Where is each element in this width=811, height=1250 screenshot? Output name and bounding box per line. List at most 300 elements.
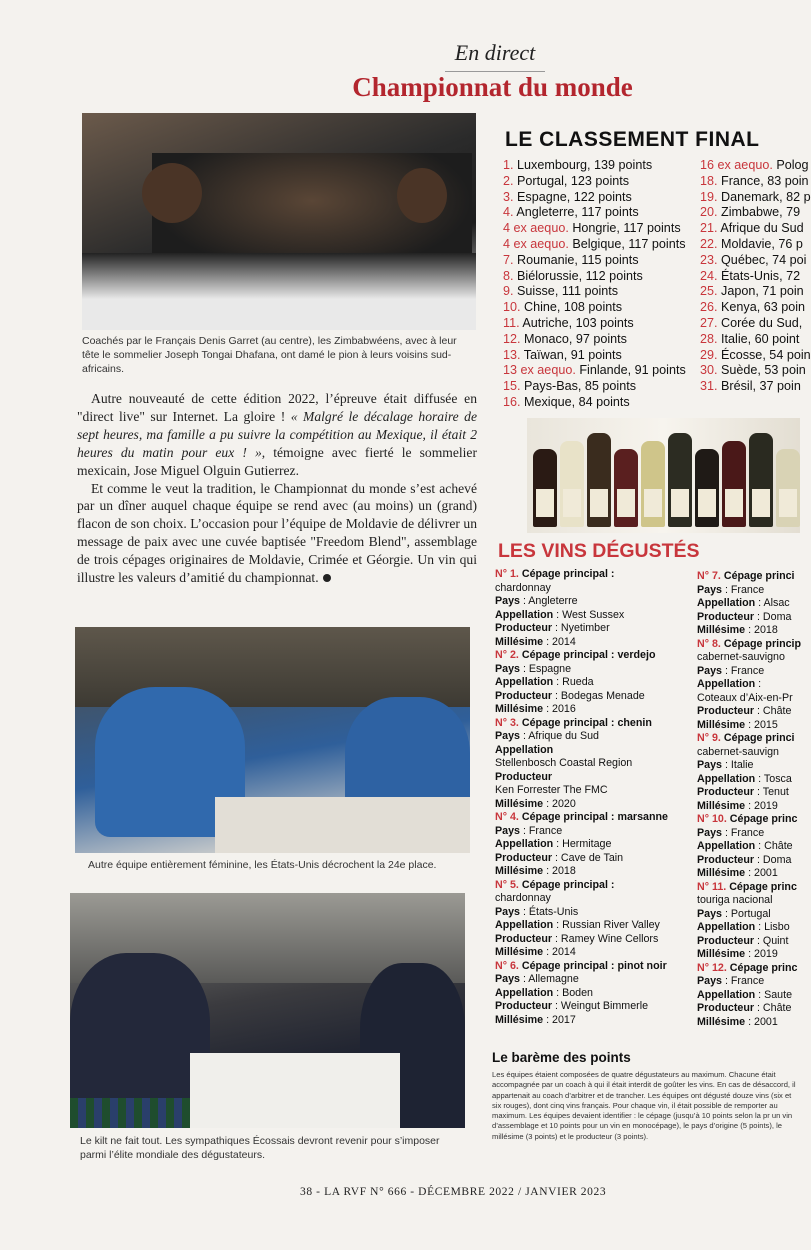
ranking-country: Luxembourg, 139 points bbox=[517, 158, 653, 172]
article-body bbox=[77, 390, 477, 587]
wine-field-value: : Doma bbox=[754, 853, 792, 866]
ranking-position: 18. bbox=[700, 173, 718, 188]
ranking-row bbox=[503, 221, 686, 237]
wine-grape-label: Cépage princ bbox=[726, 961, 798, 974]
wine-bottle-label bbox=[590, 489, 608, 517]
ranking-country: Brésil, 37 poin bbox=[721, 379, 801, 394]
wine-bottle bbox=[749, 433, 773, 527]
wine-line-text: cabernet-sauvigno bbox=[697, 651, 785, 663]
wine-field-value: : Châte bbox=[754, 705, 792, 717]
wine-number: N° 3. bbox=[495, 716, 519, 729]
article-paragraph-2: Et comme le veut la tradition, le Championnat du monde s’est achevé par un dîner auquel chaque équipe se rend avec (au moins) un (grand) flacon de son choix. L’occasion pour l’équipe de Moldavie de délivrer un message de paix avec une cuvée baptisée "Freedom Blend", assemblage de trois cépages originaires de Moldavie, Crimée et Géorgie. Un vin qui illustre les valeurs d’amitié du championnat. bbox=[77, 480, 477, 586]
wine-field-value: : France bbox=[519, 824, 563, 837]
wine-field-label: Millésime bbox=[697, 1015, 746, 1028]
ranking-country: Belgique, 117 points bbox=[572, 236, 686, 251]
wine-line bbox=[697, 854, 801, 868]
wine-line bbox=[697, 773, 801, 787]
wine-field-label: Producteur bbox=[495, 622, 553, 634]
ranking-row bbox=[503, 379, 686, 395]
ranking-row bbox=[700, 332, 811, 348]
wine-line-text: Stellenbosch Coastal Region bbox=[495, 757, 633, 769]
wine-line bbox=[495, 784, 668, 798]
wine-field-label: Producteur bbox=[697, 705, 755, 717]
ranking-position: 9. bbox=[503, 284, 514, 299]
wine-field-label: Appellation bbox=[495, 608, 554, 621]
ranking-country: Québec, 74 poi bbox=[721, 252, 807, 267]
wine-line bbox=[495, 595, 668, 609]
wine-field-label: Appellation bbox=[697, 840, 756, 852]
article-paragraph-1: Autre nouveauté de cette édition 2022, l’épreuve était diffusée en "direct live" sur Internet. La gloire ! « Malgré le décalage horaire de sept heures, ma famille a pu suivre la compétition au Mexique, il était 2 heures du matin pour eux ! », témoigne avec fierté le sommelier mexicain, Jose Miguel Olguin Gutierrez. bbox=[77, 391, 477, 478]
wine-field-value: : 2015 bbox=[745, 718, 778, 731]
ranking-row bbox=[503, 300, 686, 316]
wine-line bbox=[697, 867, 801, 881]
photo-caption-usa: Autre équipe entièrement féminine, les États-Unis décrochent la 24e place. bbox=[88, 859, 437, 871]
ranking-position: 29. bbox=[700, 347, 718, 362]
wine-number: N° 6. bbox=[495, 959, 519, 972]
ranking-row bbox=[503, 237, 686, 253]
ranking-position: 10. bbox=[503, 300, 521, 315]
wine-grape-label: Cépage principal : bbox=[518, 568, 615, 580]
ranking-row bbox=[503, 253, 686, 269]
wine-bottle-label bbox=[563, 489, 581, 517]
wine-field-label: Millésime bbox=[495, 703, 544, 715]
wine-grape-label: Cépage principal : bbox=[518, 878, 615, 891]
wine-line bbox=[495, 973, 668, 987]
wine-field-label: Appellation bbox=[495, 676, 554, 688]
wine-line bbox=[697, 597, 801, 611]
wine-number: N° 7. bbox=[697, 570, 721, 582]
wines-list-right bbox=[697, 570, 801, 1029]
wine-line bbox=[697, 570, 801, 584]
wine-bottle bbox=[560, 441, 584, 527]
wine-field-label: Millésime bbox=[697, 799, 746, 812]
wine-line bbox=[697, 975, 801, 989]
ranking-position: 7. bbox=[503, 252, 514, 267]
wine-grape-label: Cépage princi bbox=[720, 732, 795, 744]
ranking-position: 13 ex aequo. bbox=[503, 363, 576, 378]
wine-field-label: Pays bbox=[697, 664, 722, 677]
wine-line bbox=[495, 609, 668, 623]
wine-line bbox=[697, 638, 801, 652]
wine-line bbox=[495, 919, 668, 933]
wine-field-value: : 2020 bbox=[543, 797, 576, 810]
wine-grape-label: Cépage principal : verdejo bbox=[518, 649, 656, 661]
wine-field-value: : 2019 bbox=[745, 948, 778, 960]
ranking-country: Kenya, 63 poin bbox=[721, 300, 806, 315]
ranking-row bbox=[503, 332, 686, 348]
ranking-row bbox=[700, 284, 811, 300]
wine-field-value: : 2018 bbox=[745, 624, 778, 636]
wine-field-label: Appellation bbox=[495, 919, 554, 931]
wine-field-value: : Hermitage bbox=[553, 838, 612, 850]
ranking-heading: LE CLASSEMENT FINAL bbox=[505, 128, 760, 151]
wine-field-value: : États-Unis bbox=[519, 905, 579, 918]
ranking-position: 31. bbox=[700, 379, 718, 394]
ranking-row bbox=[503, 363, 686, 379]
wine-line bbox=[697, 962, 801, 976]
wine-field-label: Appellation bbox=[697, 921, 756, 933]
ranking-position: 21. bbox=[700, 221, 718, 236]
wine-field-value: : France bbox=[721, 975, 765, 987]
ranking-country: Autriche, 103 points bbox=[522, 315, 634, 330]
photo-usa-team bbox=[75, 627, 470, 853]
wine-field-label: Appellation bbox=[495, 838, 554, 850]
ranking-position: 12. bbox=[503, 331, 521, 346]
wine-field-value: : France bbox=[721, 664, 765, 677]
wine-line bbox=[495, 649, 668, 663]
ranking-country: Taïwan, 91 points bbox=[523, 347, 622, 362]
ranking-country: Corée du Sud, bbox=[721, 315, 803, 330]
wine-field-value: : Doma bbox=[754, 610, 792, 623]
wine-line bbox=[697, 827, 801, 841]
ranking-row bbox=[700, 348, 811, 364]
wine-grape-label: Cépage princ bbox=[726, 813, 798, 825]
ranking-position: 1. bbox=[503, 158, 514, 172]
wine-field-value: : Alsac bbox=[755, 597, 790, 609]
wine-field-value: : 2018 bbox=[543, 865, 576, 877]
ranking-position: 11. bbox=[503, 315, 520, 330]
wine-line bbox=[495, 744, 668, 758]
wine-line bbox=[495, 1014, 668, 1028]
wine-bottle-label bbox=[752, 489, 770, 517]
wine-grape-label: Cépage princ bbox=[726, 880, 797, 893]
ranking-position: 26. bbox=[700, 300, 718, 315]
wine-field-label: Millésime bbox=[697, 948, 746, 960]
wine-field-label: Appellation bbox=[697, 772, 756, 785]
wine-grape-label: Cépage principal : marsanne bbox=[518, 811, 668, 823]
wine-field-value: : Espagne bbox=[519, 662, 572, 675]
ranking-row bbox=[700, 174, 811, 190]
wine-field-label: Pays bbox=[697, 907, 722, 920]
ranking-position: 4. bbox=[503, 205, 514, 220]
wine-field-value: : Weingut Bimmerle bbox=[552, 1000, 649, 1012]
wine-field-label: Appellation bbox=[697, 678, 756, 690]
ranking-country: Monaco, 97 points bbox=[524, 331, 627, 346]
wine-field-value: : 2019 bbox=[745, 799, 778, 812]
wine-bottle bbox=[668, 433, 692, 527]
wine-line bbox=[697, 624, 801, 638]
wine-line bbox=[495, 690, 668, 704]
wine-line bbox=[495, 906, 668, 920]
wine-field-label: Pays bbox=[495, 662, 520, 675]
wine-field-value: : Portugal bbox=[721, 907, 771, 920]
wine-line bbox=[495, 798, 668, 812]
wine-field-label: Millésime bbox=[495, 797, 544, 810]
wine-field-value: : France bbox=[721, 826, 765, 839]
ranking-country: Mexique, 84 points bbox=[524, 394, 630, 409]
wine-line bbox=[495, 825, 668, 839]
wine-field-label: Millésime bbox=[495, 635, 544, 648]
ranking-row bbox=[503, 284, 686, 300]
wine-number: N° 1. bbox=[495, 568, 519, 580]
wine-number: N° 10. bbox=[697, 813, 727, 825]
wine-bottle bbox=[641, 441, 665, 527]
wine-line bbox=[697, 894, 801, 908]
wine-bottle-label bbox=[644, 489, 662, 517]
wine-field-value: : Boden bbox=[553, 986, 593, 999]
ranking-country: Polog bbox=[776, 158, 809, 172]
wine-line bbox=[495, 730, 668, 744]
ranking-country: Danemark, 82 p bbox=[721, 189, 811, 204]
end-of-article-bullet bbox=[323, 574, 331, 582]
wine-field-label: Producteur bbox=[495, 1000, 553, 1012]
ranking-row bbox=[503, 174, 686, 190]
wine-line bbox=[697, 921, 801, 935]
ranking-row bbox=[503, 316, 686, 332]
wine-field-label: Appellation bbox=[697, 597, 756, 609]
ranking-list-right bbox=[700, 158, 811, 395]
wine-line bbox=[495, 663, 668, 677]
wine-field-label: Appellation bbox=[495, 986, 554, 999]
ranking-position: 20. bbox=[700, 205, 718, 220]
wine-field-value: : Saute bbox=[755, 988, 793, 1001]
wine-line bbox=[495, 703, 668, 717]
wine-line bbox=[495, 676, 668, 690]
wine-bottle bbox=[776, 449, 800, 527]
wine-line bbox=[495, 987, 668, 1001]
wine-line bbox=[697, 692, 801, 706]
ranking-position: 30. bbox=[700, 363, 718, 378]
wine-line bbox=[697, 1002, 801, 1016]
ranking-country: Finlande, 91 points bbox=[579, 363, 686, 378]
wine-bottle-label bbox=[698, 489, 716, 517]
wine-field-value: : 2014 bbox=[543, 635, 576, 648]
ranking-country: Afrique du Sud bbox=[720, 221, 804, 236]
wine-bottles-photo bbox=[527, 418, 800, 533]
wine-field-value: : 2001 bbox=[745, 867, 778, 879]
wines-heading: LES VINS DÉGUSTÉS bbox=[498, 540, 700, 562]
wine-field-value: : Allemagne bbox=[519, 973, 579, 985]
wine-bottle-label bbox=[671, 489, 689, 517]
wine-line bbox=[495, 946, 668, 960]
wine-field-value: : Châte bbox=[754, 1002, 792, 1014]
ranking-position: 23. bbox=[700, 252, 718, 267]
wine-field-value: : 2014 bbox=[543, 946, 576, 958]
wine-grape-label: Cépage principal : pinot noir bbox=[518, 959, 667, 972]
wine-field-value: : Rueda bbox=[553, 676, 594, 688]
wine-field-label: Pays bbox=[495, 730, 520, 742]
wine-field-value: : France bbox=[721, 583, 765, 596]
wine-line bbox=[495, 838, 668, 852]
wine-field-label: Producteur bbox=[697, 934, 755, 947]
wine-bottle-label bbox=[725, 489, 743, 517]
ranking-row bbox=[700, 316, 811, 332]
ranking-country: Japon, 71 poin bbox=[721, 284, 804, 299]
ranking-country: Hongrie, 117 points bbox=[572, 221, 681, 236]
wine-field-label: Millésime bbox=[495, 1013, 544, 1026]
wine-field-value: : Lisbo bbox=[755, 921, 790, 933]
ranking-position: 25. bbox=[700, 284, 718, 299]
wine-line bbox=[697, 800, 801, 814]
wine-grape-label: Cépage princip bbox=[720, 637, 802, 650]
wine-line bbox=[495, 582, 668, 596]
wine-line bbox=[495, 852, 668, 866]
photo-scotland-team bbox=[70, 893, 465, 1128]
ranking-country: Roumanie, 115 points bbox=[517, 252, 639, 267]
wine-grape-label: Cépage princi bbox=[720, 570, 795, 582]
wine-line bbox=[697, 732, 801, 746]
wine-field-value: : Cave de Tain bbox=[552, 851, 624, 864]
wine-bottle-label bbox=[779, 489, 797, 517]
wine-field-value: : Russian River Valley bbox=[553, 919, 660, 931]
ranking-list-left bbox=[503, 158, 686, 411]
ranking-row bbox=[700, 269, 811, 285]
wine-line-text: chardonnay bbox=[495, 581, 551, 594]
wine-field-label: Pays bbox=[697, 759, 722, 771]
wine-line bbox=[697, 840, 801, 854]
wine-bottle bbox=[614, 449, 638, 527]
wine-number: N° 8. bbox=[697, 637, 721, 650]
wine-number: N° 2. bbox=[495, 649, 519, 661]
ranking-row bbox=[503, 158, 686, 174]
wine-bottle bbox=[722, 441, 746, 527]
wine-field-label: Producteur bbox=[697, 786, 755, 798]
wine-field-value: : 2017 bbox=[543, 1013, 576, 1026]
page-title: Championnat du monde bbox=[352, 72, 633, 102]
ranking-row bbox=[700, 205, 811, 221]
ranking-country: Italie, 60 point bbox=[721, 331, 800, 346]
wine-number: N° 4. bbox=[495, 811, 519, 823]
wine-bottle-label bbox=[617, 489, 635, 517]
ranking-country: France, 83 poin bbox=[721, 173, 809, 188]
wine-field-label: Millésime bbox=[495, 865, 544, 877]
ranking-row bbox=[503, 348, 686, 364]
ranking-position: 28. bbox=[700, 331, 718, 346]
wine-field-value: : Bodegas Menade bbox=[552, 689, 645, 702]
section-kicker: En direct bbox=[454, 40, 536, 65]
scoring-text: Les équipes étaient composées de quatre dégustateurs au maximum. Chacune était accompagnée par un coach à qui il était interdit de goûter les vins. En cas de désaccord, il appartenait au coach d’arbitrer et de trancher. Les équipes ont dégusté douze vins (six et six rouges), dont cinq vins français. Pour chaque vin, il était possible de remporter au maximum. Les équipes devaient identifier : le cépage (jusqu’à 10 points selon la pr un vin d’assemblage et 10 points pour un vin en monocépage), le pays d’origine (5 points), le millésime (3 points) et le producteur (3 points). bbox=[492, 1070, 796, 1141]
ranking-country: Espagne, 122 points bbox=[517, 189, 632, 204]
wine-line-text: Ken Forrester The FMC bbox=[495, 784, 608, 796]
wine-line bbox=[697, 665, 801, 679]
wine-field-value: : Ramey Wine Cellors bbox=[552, 932, 659, 945]
wine-line bbox=[697, 651, 801, 665]
wine-field-label: Appellation bbox=[495, 743, 554, 756]
wine-field-label: Producteur bbox=[495, 851, 553, 864]
wine-number: N° 9. bbox=[697, 732, 721, 744]
wine-bottle bbox=[533, 449, 557, 527]
wine-line bbox=[697, 786, 801, 800]
ranking-country: Zimbabwe, 79 bbox=[721, 205, 801, 220]
wine-field-label: Pays bbox=[697, 975, 722, 987]
wine-field-value: : Tosca bbox=[755, 772, 792, 785]
ranking-country: Portugal, 123 points bbox=[517, 173, 630, 188]
wine-line bbox=[697, 611, 801, 625]
wine-line bbox=[697, 948, 801, 962]
wine-field-label: Pays bbox=[495, 905, 520, 918]
ranking-row bbox=[700, 363, 811, 379]
ranking-row bbox=[503, 205, 686, 221]
wine-field-value: : bbox=[755, 678, 762, 690]
wine-number: N° 12. bbox=[697, 961, 727, 974]
ranking-country: Écosse, 54 poin bbox=[721, 347, 811, 362]
wine-line bbox=[495, 717, 668, 731]
ranking-country: États-Unis, 72 bbox=[721, 268, 801, 283]
ranking-row bbox=[700, 300, 811, 316]
wine-field-label: Producteur bbox=[495, 689, 553, 702]
ranking-position: 27. bbox=[700, 315, 718, 330]
ranking-position: 16. bbox=[503, 394, 521, 409]
article-quote: « Malgré le décalage horaire de sept heures, ma famille a pu suivre la compétition au Mexique, il était 2 heures du matin pour eux ! » bbox=[77, 408, 477, 460]
wine-line bbox=[495, 892, 668, 906]
page-footer: 38 - LA RVF N° 666 - DÉCEMBRE 2022 / JANVIER 2023 bbox=[300, 1186, 607, 1198]
photo-caption-zimbabwe: Coachés par le Français Denis Garret (au centre), les Zimbabwéens, avec à leur tête le sommelier Joseph Tongai Dhafana, ont damé le pion à leurs voisins sud-africains. bbox=[82, 335, 457, 375]
photo-zimbabwe-team bbox=[82, 113, 476, 330]
ranking-country: Chine, 108 points bbox=[524, 300, 623, 315]
wine-field-label: Millésime bbox=[697, 624, 746, 636]
wine-field-value: : Nyetimber bbox=[552, 622, 610, 634]
ranking-position: 3. bbox=[503, 189, 514, 204]
ranking-position: 15. bbox=[503, 379, 521, 394]
wine-field-value: : West Sussex bbox=[553, 608, 625, 621]
ranking-row bbox=[503, 269, 686, 285]
wine-number: N° 5. bbox=[495, 878, 519, 891]
wine-line-text: touriga nacional bbox=[697, 894, 773, 906]
wine-line-text: cabernet-sauvign bbox=[697, 745, 779, 758]
ranking-position: 4 ex aequo. bbox=[503, 221, 569, 236]
wine-field-label: Producteur bbox=[697, 1002, 755, 1014]
wine-field-label: Millésime bbox=[697, 867, 746, 879]
ranking-country: Biélorussie, 112 points bbox=[517, 268, 643, 283]
wine-line bbox=[697, 935, 801, 949]
wine-line bbox=[495, 636, 668, 650]
ranking-row bbox=[700, 253, 811, 269]
wine-field-label: Producteur bbox=[697, 610, 755, 623]
ranking-position: 22. bbox=[700, 236, 718, 251]
wine-field-value: : Quint bbox=[754, 934, 789, 947]
wine-field-label: Pays bbox=[495, 973, 520, 985]
wine-field-value: : Italie bbox=[721, 759, 754, 771]
wine-field-value: : Afrique du Sud bbox=[519, 730, 599, 742]
wine-line bbox=[495, 960, 668, 974]
wines-list-left bbox=[495, 568, 668, 1027]
wine-field-label: Pays bbox=[697, 826, 722, 839]
wine-line bbox=[697, 908, 801, 922]
wine-line bbox=[697, 1016, 801, 1030]
wine-field-label: Pays bbox=[697, 583, 722, 596]
wine-field-label: Producteur bbox=[697, 853, 755, 866]
ranking-position: 13. bbox=[503, 347, 521, 362]
wine-field-label: Producteur bbox=[495, 932, 553, 945]
wine-line bbox=[697, 746, 801, 760]
ranking-country: Moldavie, 76 p bbox=[721, 236, 803, 251]
wine-line bbox=[697, 759, 801, 773]
ranking-row bbox=[700, 379, 811, 395]
wine-line bbox=[495, 933, 668, 947]
ranking-country: Angleterre, 117 points bbox=[516, 205, 639, 220]
ranking-row bbox=[700, 237, 811, 253]
wine-line bbox=[495, 879, 668, 893]
wine-field-label: Producteur bbox=[495, 770, 553, 783]
wine-line bbox=[495, 771, 668, 785]
wine-line bbox=[697, 705, 801, 719]
wine-line-text: Coteaux d’Aix-en-Pr bbox=[697, 691, 793, 704]
ranking-row bbox=[700, 190, 811, 206]
wine-line bbox=[495, 568, 668, 582]
ranking-position: 19. bbox=[700, 189, 718, 204]
wine-number: N° 11. bbox=[697, 880, 727, 893]
ranking-row bbox=[503, 190, 686, 206]
wine-line bbox=[495, 757, 668, 771]
ranking-row bbox=[503, 395, 686, 411]
ranking-country: Pays-Bas, 85 points bbox=[524, 379, 637, 394]
wine-line bbox=[697, 813, 801, 827]
ranking-row bbox=[700, 158, 811, 174]
ranking-country: Suède, 53 poin bbox=[721, 363, 806, 378]
wine-grape-label: Cépage principal : chenin bbox=[518, 716, 652, 729]
wine-line bbox=[697, 989, 801, 1003]
wine-line bbox=[697, 584, 801, 598]
